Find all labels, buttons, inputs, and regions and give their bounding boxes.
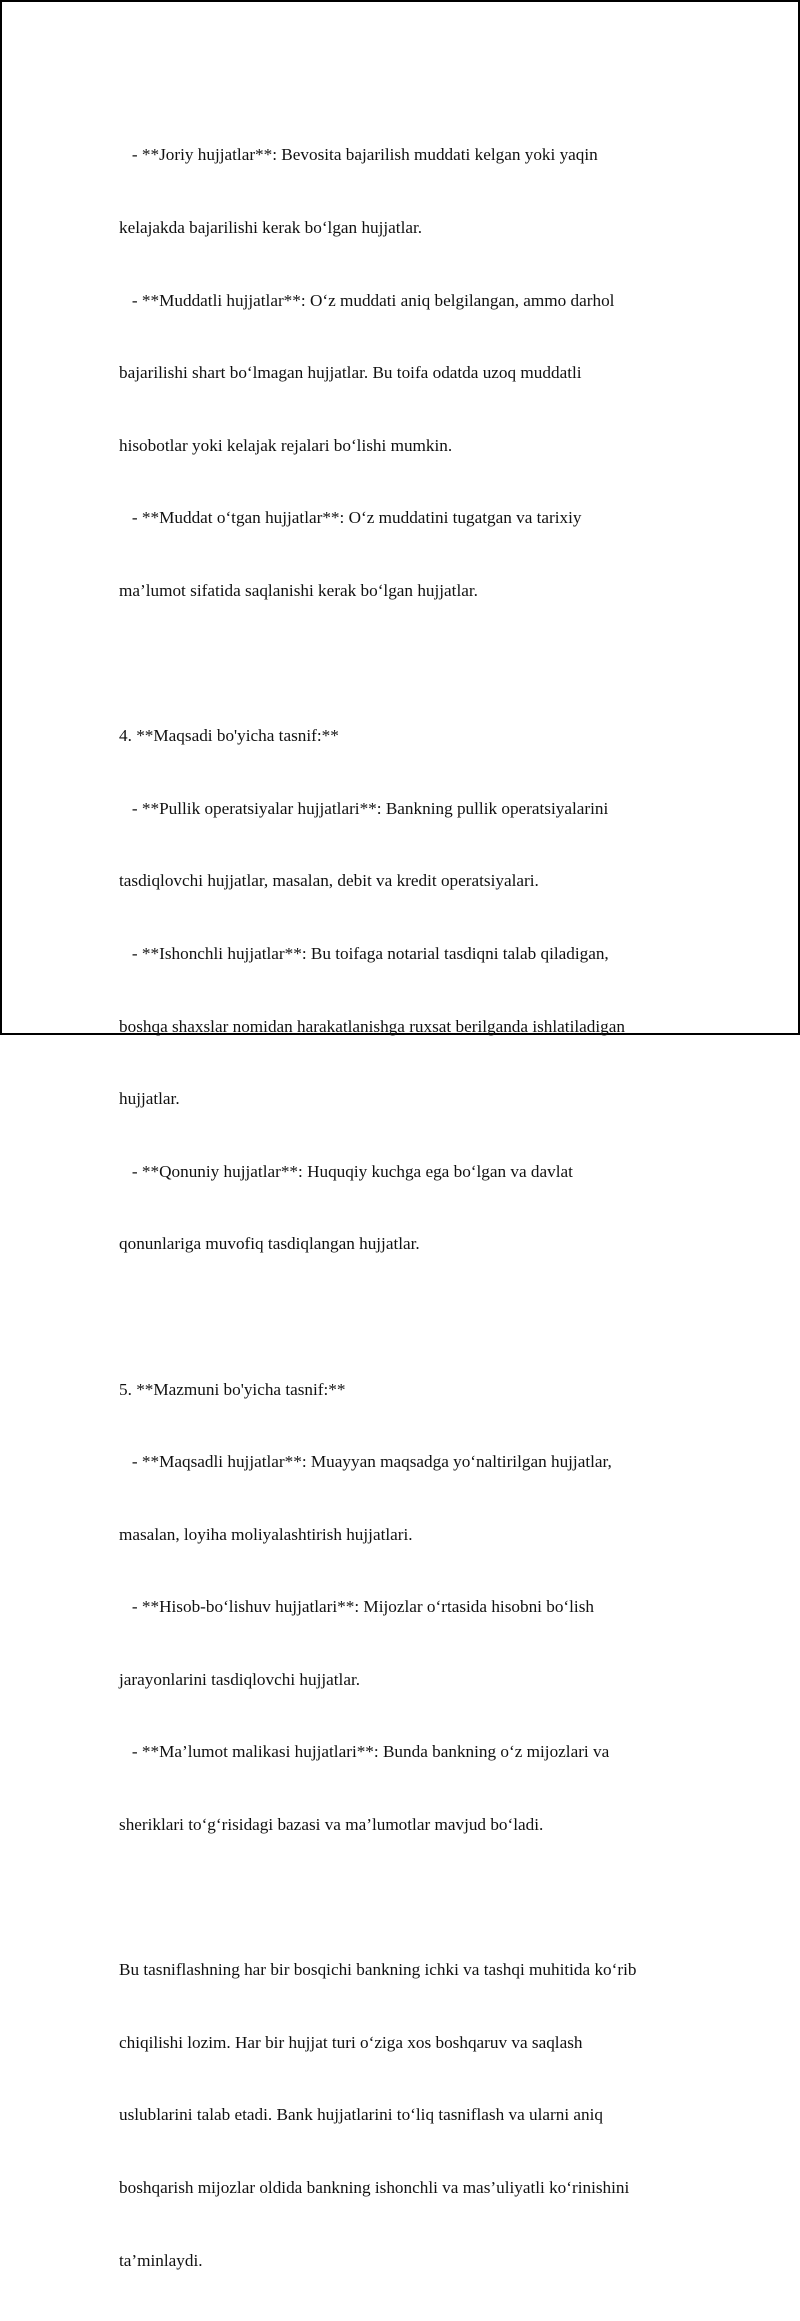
section-heading-4: 4. **Maqsadi bo'yicha tasnif:** xyxy=(119,726,339,746)
text-line: sheriklari to‘g‘risidagi bazasi va ma’lumotlar mavjud bo‘ladi. xyxy=(119,1815,544,1835)
text-line: hujjatlar. xyxy=(119,1089,180,1109)
section-heading-5: 5. **Mazmuni bo'yicha tasnif:** xyxy=(119,1379,346,1399)
text-line: - **Pullik operatsiyalar hujjatlari**: Bankning pullik operatsiyalarini xyxy=(119,798,609,818)
conclusion-line: ta’minlaydi. xyxy=(119,2250,203,2270)
paragraph-spacer xyxy=(119,652,699,676)
text-line: kelajakda bajarilishi kerak bo‘lgan hujjatlar. xyxy=(119,218,423,237)
document-body xyxy=(119,95,699,2321)
text-line: - **Muddat o‘tgan hujjatlar**: O‘z muddatini tugatgan va tarixiy xyxy=(119,508,582,528)
text-line: - **Hisob-bo‘lishuv hujjatlari**: Mijozlar o‘rtasida hisobni bo‘lish xyxy=(119,1597,594,1617)
text-line: - **Ishonchli hujjatlar**: Bu toifaga notarial tasdiqni talab qiladigan, xyxy=(119,943,609,963)
text-line: tasdiqlovchi hujjatlar, masalan, debit va kredit operatsiyalari. xyxy=(119,871,539,891)
paragraph-spacer xyxy=(119,1886,699,1910)
text-line: masalan, loyiha moliyalashtirish hujjatlari. xyxy=(119,1524,413,1544)
conclusion-line: boshqarish mijozlar oldida bankning ishonchli va mas’uliyatli ko‘rinishini xyxy=(119,2178,630,2198)
conclusion-line: chiqilishi lozim. Har bir hujjat turi o‘ziga xos boshqaruv va saqlash xyxy=(119,2032,583,2052)
text-line: - **Qonuniy hujjatlar**: Huquqiy kuchga ega bo‘lgan va davlat xyxy=(119,1161,573,1181)
text-line: - **Maqsadli hujjatlar**: Muayyan maqsadga yo‘naltirilgan hujjatlar, xyxy=(119,1452,612,1472)
text-line: - **Joriy hujjatlar**: Bevosita bajarilish muddati kelgan yoki yaqin xyxy=(119,145,598,165)
text-line: jarayonlarini tasdiqlovchi hujjatlar. xyxy=(119,1669,361,1689)
text-line: - **Muddatli hujjatlar**: O‘z muddati aniq belgilangan, ammo darhol xyxy=(119,290,615,310)
conclusion-line: Bu tasniflashning har bir bosqichi bankning ichki va tashqi muhitida ko‘rib xyxy=(119,1960,637,1980)
text-line: qonunlariga muvofiq tasdiqlangan hujjatlar. xyxy=(119,1234,420,1254)
text-line: ma’lumot sifatida saqlanishi kerak bo‘lgan hujjatlar. xyxy=(119,580,478,600)
text-line: boshqa shaxslar nomidan harakatlanishga ruxsat berilganda ishlatiladigan xyxy=(119,1016,625,1036)
conclusion-line: uslublarini talab etadi. Bank hujjatlarini to‘liq tasniflash va ularni aniq xyxy=(119,2105,603,2125)
paragraph-spacer xyxy=(119,1305,699,1329)
text-line: - **Ma’lumot malikasi hujjatlari**: Bunda bankning o‘z mijozlari va xyxy=(119,1742,610,1762)
text-line: bajarilishi shart bo‘lmagan hujjatlar. Bu toifa odatda uzoq muddatli xyxy=(119,363,582,383)
text-line: hisobotlar yoki kelajak rejalari bo‘lishi mumkin. xyxy=(119,435,453,455)
